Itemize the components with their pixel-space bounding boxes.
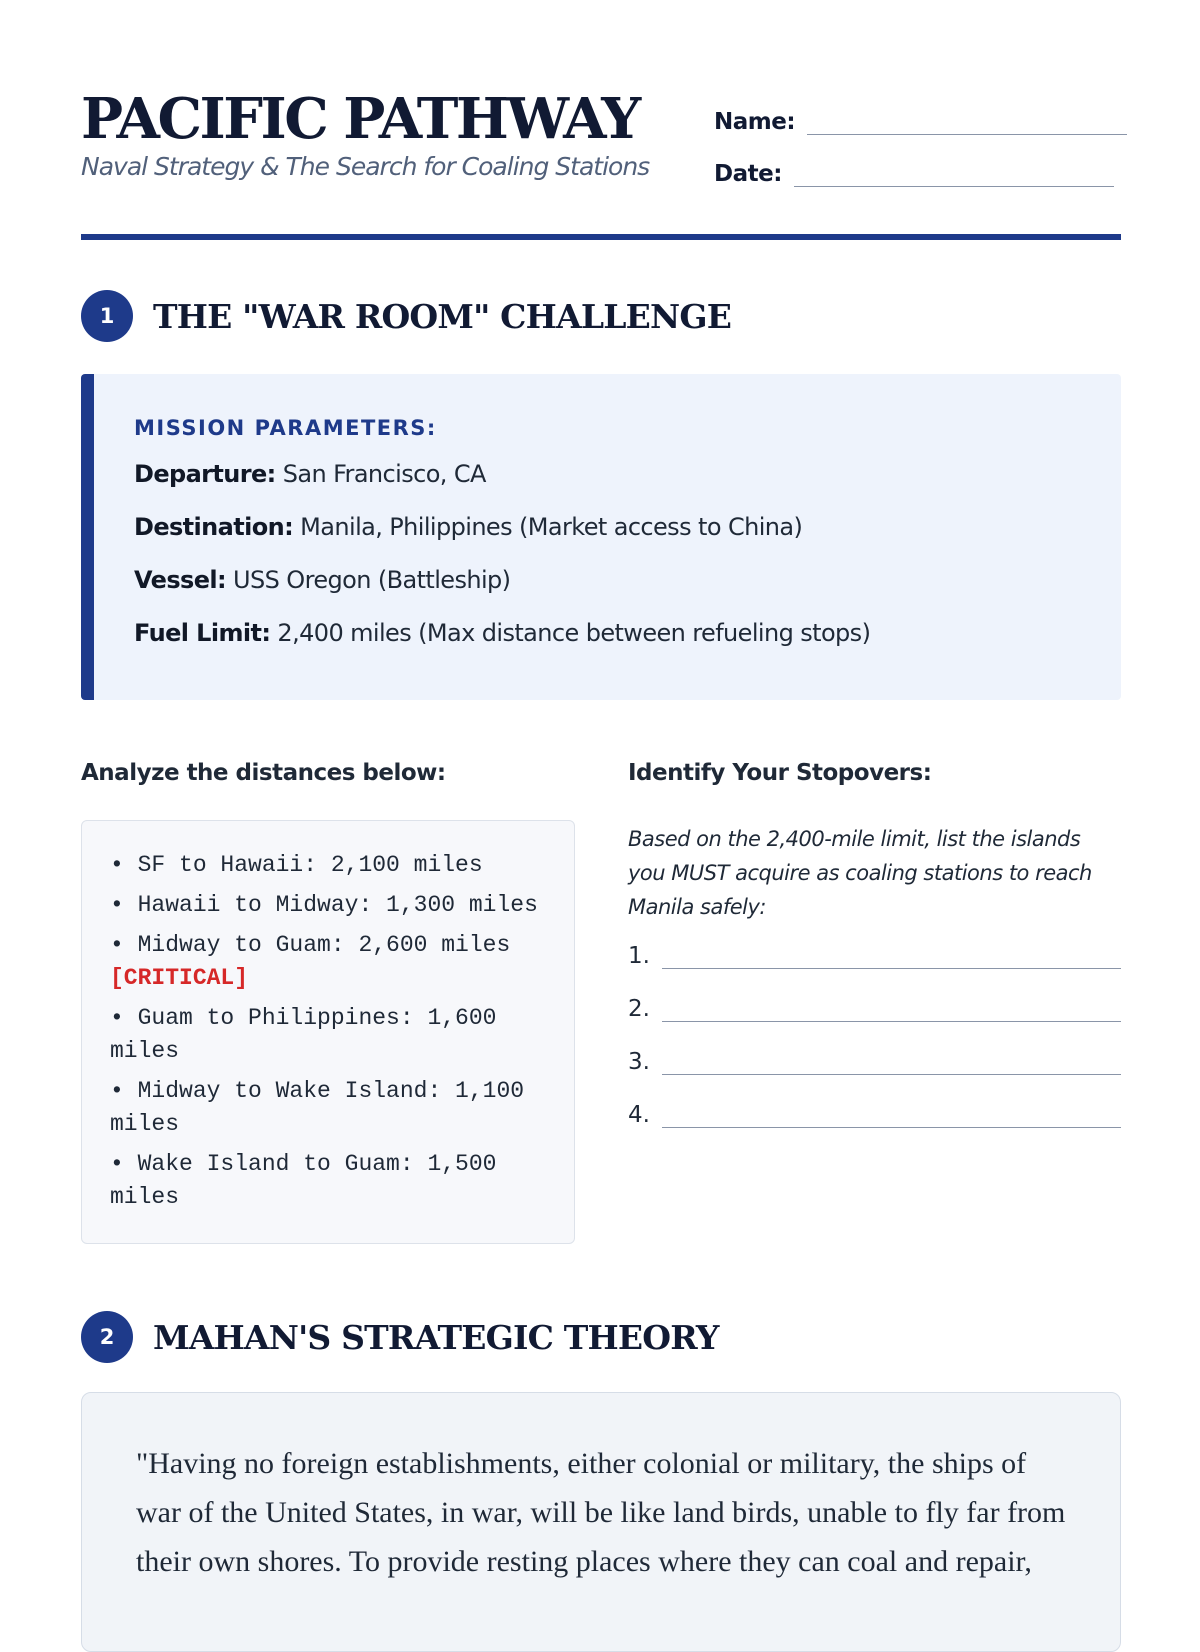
mission-row-value: 2,400 miles (Max distance between refueling stops) — [277, 619, 871, 647]
mission-row — [134, 513, 1121, 566]
distance-text: • Hawaii to Midway: 1,300 miles — [110, 892, 538, 918]
blank-number: 4. — [628, 1102, 650, 1128]
distance-item — [110, 929, 556, 995]
stopover-blank — [628, 1046, 1121, 1075]
mission-row — [134, 619, 1121, 672]
mahan-quote-box — [81, 1392, 1121, 1652]
date-input-line[interactable] — [794, 156, 1114, 187]
distance-text: • Midway to Wake Island: 1,100 miles — [110, 1078, 525, 1137]
name-field — [714, 104, 1127, 135]
distance-item — [110, 889, 556, 922]
answer-line[interactable] — [662, 993, 1121, 1022]
date-field — [714, 156, 1114, 187]
distance-list-box — [81, 820, 575, 1244]
mission-heading: MISSION PARAMETERS: — [134, 416, 437, 440]
distance-item — [110, 1075, 556, 1141]
page-subtitle: Naval Strategy & The Search for Coaling Stations — [81, 152, 650, 181]
analyze-heading: Analyze the distances below: — [81, 760, 446, 786]
distance-item — [110, 1148, 556, 1214]
stopover-blank — [628, 993, 1121, 1022]
mission-row-label: Fuel Limit: — [134, 619, 271, 647]
mission-row — [134, 460, 1121, 513]
header-divider — [81, 234, 1121, 240]
mission-row — [134, 566, 1121, 619]
distance-text: • Guam to Philippines: 1,600 miles — [110, 1005, 497, 1064]
distance-text: • SF to Hawaii: 2,100 miles — [110, 852, 483, 878]
mission-row-value: Manila, Philippines (Market access to China) — [300, 513, 803, 541]
stopovers-heading: Identify Your Stopovers: — [628, 760, 932, 786]
section-title: MAHAN'S STRATEGIC THEORY — [153, 1317, 719, 1357]
section-number-badge: 1 — [81, 290, 133, 342]
stopover-blank — [628, 1099, 1121, 1128]
distance-text: • Wake Island to Guam: 1,500 miles — [110, 1151, 497, 1210]
blank-number: 2. — [628, 996, 650, 1022]
mission-row-label: Destination: — [134, 513, 294, 541]
mission-row-value: USS Oregon (Battleship) — [233, 566, 511, 594]
stopover-instructions: Based on the 2,400-mile limit, list the islands you MUST acquire as coaling stations to reach Manila safely: — [628, 827, 1092, 919]
answer-line[interactable] — [662, 1099, 1121, 1128]
critical-flag: [CRITICAL] — [110, 965, 249, 991]
mission-row-value: San Francisco, CA — [282, 460, 486, 488]
stopover-blank — [628, 940, 1121, 969]
answer-line[interactable] — [662, 940, 1121, 969]
distance-text: • Midway to Guam: 2,600 miles — [110, 932, 511, 958]
blank-number: 3. — [628, 1049, 650, 1075]
mission-parameters-box — [81, 374, 1121, 700]
section-2-heading — [81, 1311, 719, 1363]
distance-item — [110, 849, 556, 882]
blank-number: 1. — [628, 943, 650, 969]
page-title: PACIFIC PATHWAY — [81, 86, 639, 152]
answer-line[interactable] — [662, 1046, 1121, 1075]
name-input-line[interactable] — [807, 104, 1127, 135]
date-label: Date: — [714, 161, 782, 187]
worksheet-header — [81, 80, 1121, 240]
mission-row-label: Departure: — [134, 460, 276, 488]
section-1-heading — [81, 290, 731, 342]
section-title: THE "WAR ROOM" CHALLENGE — [153, 296, 732, 336]
section-number-badge: 2 — [81, 1311, 133, 1363]
distance-item — [110, 1002, 556, 1068]
mission-row-label: Vessel: — [134, 566, 227, 594]
name-label: Name: — [714, 109, 796, 135]
mahan-quote-text: "Having no foreign establishments, either colonial or military, the ships of war of the United States, in war, will be like land birds, unable to fly far from their own shores. To provide resting places where they can coal and repair, — [136, 1447, 1066, 1578]
